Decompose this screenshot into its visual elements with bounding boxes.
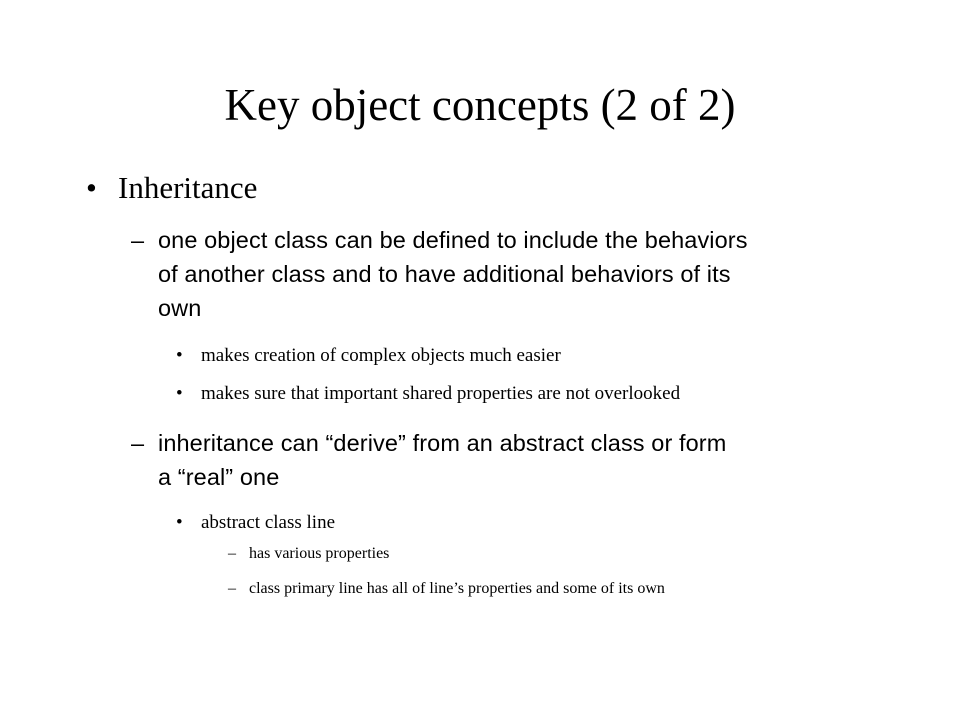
slide-title: Key object concepts (2 of 2) [224, 80, 736, 130]
dash-marker: – [131, 227, 145, 253]
bullet-marker: • [176, 383, 183, 404]
level3-a-item-2: makes sure that important shared properties are not overlooked [201, 383, 681, 404]
dash-marker: – [131, 430, 145, 456]
level2-a-line1: one object class can be defined to include the behaviors [158, 227, 748, 253]
bullet-marker: • [86, 170, 97, 205]
level4-item-1: has various properties [249, 545, 390, 562]
level3-b-item: abstract class line [201, 512, 336, 533]
level2-a-line3: own [158, 295, 202, 321]
dash-marker: – [228, 545, 236, 562]
bullet-marker: • [176, 512, 183, 533]
level3-a-item-1: makes creation of complex objects much easier [201, 345, 561, 366]
level2-a-line2: of another class and to have additional behaviors of its [158, 261, 731, 287]
bullet-marker: • [176, 345, 183, 366]
level1-inheritance: Inheritance [118, 170, 258, 205]
level2-b-line1: inheritance can “derive” from an abstract class or form [158, 430, 727, 456]
level4-item-2: class primary line has all of line’s properties and some of its own [249, 580, 665, 597]
level2-b-line2: a “real” one [158, 464, 280, 490]
dash-marker: – [228, 580, 236, 597]
